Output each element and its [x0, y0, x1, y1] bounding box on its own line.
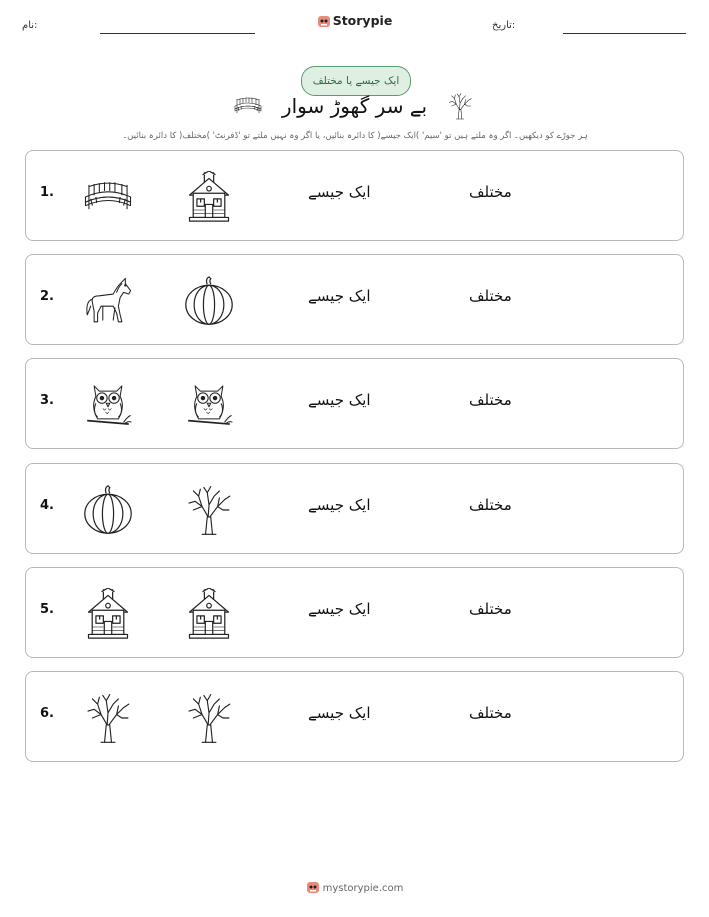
name-label: نام:	[22, 20, 38, 31]
name-field[interactable]	[100, 33, 255, 34]
topic-pill: ایک جیسے یا مختلف	[301, 66, 411, 96]
question-card	[25, 150, 684, 241]
brand-name: Storypie	[332, 13, 393, 28]
question-card	[25, 463, 684, 554]
question-number: 1.	[40, 185, 54, 200]
question-number: 4.	[40, 498, 54, 513]
same-option[interactable]: ایک جیسے	[308, 287, 371, 305]
page-title: بے سر گھوڑ سوار	[281, 94, 428, 118]
question-card	[25, 254, 684, 345]
different-option[interactable]: مختلف	[469, 496, 512, 514]
schoolhouse-icon	[183, 171, 235, 223]
same-option[interactable]: ایک جیسے	[308, 391, 371, 409]
different-option[interactable]: مختلف	[469, 391, 512, 409]
tree-icon	[82, 692, 134, 744]
horse-icon	[82, 275, 134, 327]
different-option[interactable]: مختلف	[469, 600, 512, 618]
storypie-logo-icon	[306, 880, 320, 894]
owl-icon	[183, 379, 235, 431]
footer	[0, 880, 709, 894]
tree-icon	[447, 92, 473, 120]
same-option[interactable]: ایک جیسے	[308, 600, 371, 618]
date-field[interactable]	[563, 33, 686, 34]
instructions: ہر جوڑے کو دیکھیں۔ اگر وہ ملتے ہیں تو 'سیم' )ایک جیسے( کا دائرہ بنائیں، یا اگر وہ نہیں ملتے تو 'ڈفرنٹ' )مختلف( کا دائرہ بنائیں۔	[122, 131, 588, 141]
question-number: 5.	[40, 602, 54, 617]
footer-site: mystorypie.com	[322, 883, 404, 894]
schoolhouse-icon	[183, 588, 235, 640]
question-number: 3.	[40, 393, 54, 408]
different-option[interactable]: مختلف	[469, 287, 512, 305]
owl-icon	[82, 379, 134, 431]
question-card	[25, 567, 684, 658]
different-option[interactable]: مختلف	[469, 183, 512, 201]
question-number: 2.	[40, 289, 54, 304]
same-option[interactable]: ایک جیسے	[308, 183, 371, 201]
different-option[interactable]: مختلف	[469, 704, 512, 722]
pumpkin-icon	[82, 484, 134, 536]
tree-icon	[183, 692, 235, 744]
date-label: تاریخ:	[492, 20, 516, 31]
same-option[interactable]: ایک جیسے	[308, 496, 371, 514]
question-card	[25, 671, 684, 762]
same-option[interactable]: ایک جیسے	[308, 704, 371, 722]
tree-icon	[183, 484, 235, 536]
question-card	[25, 358, 684, 449]
pumpkin-icon	[183, 275, 235, 327]
question-number: 6.	[40, 706, 54, 721]
schoolhouse-icon	[82, 588, 134, 640]
storypie-logo-icon	[317, 14, 331, 28]
bridge-icon	[82, 171, 134, 223]
brand-logo	[0, 13, 709, 28]
